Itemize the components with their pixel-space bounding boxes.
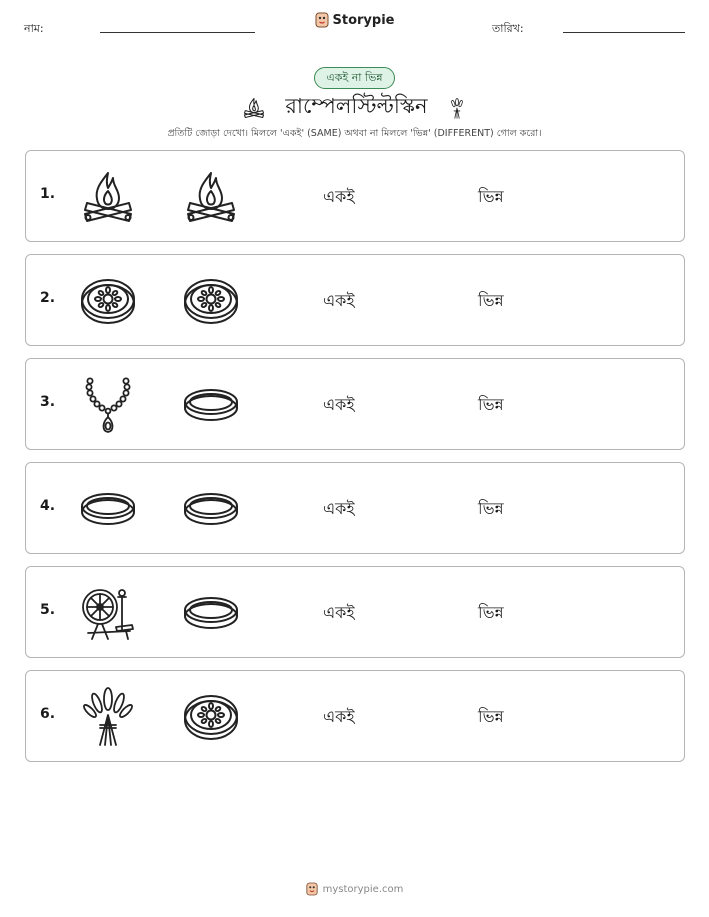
campfire-icon (241, 94, 267, 122)
question-card (25, 462, 685, 554)
wheat-bundle-icon (446, 93, 468, 123)
campfire-icon (181, 167, 241, 227)
instructions: প্রতিটি জোড়া দেখো। মিললে 'একই' (SAME) অথবা না মিললে 'ভিন্ন' (DIFFERENT) গোল করো। (167, 128, 542, 139)
ring-icon (78, 479, 138, 539)
different-option[interactable]: ভিন্ন (478, 395, 504, 414)
storypie-logo-icon (306, 882, 318, 896)
gold-coin-icon (181, 271, 241, 331)
different-option[interactable]: ভিন্ন (478, 291, 504, 310)
brand-name: Storypie (332, 12, 395, 28)
same-option[interactable]: একই (323, 707, 355, 726)
name-label: নাম: (24, 22, 44, 35)
storypie-logo-icon (315, 12, 329, 28)
same-option[interactable]: একই (323, 187, 355, 206)
spinning-wheel-icon (78, 583, 138, 643)
question-number: 4. (40, 498, 56, 514)
same-option[interactable]: একই (323, 603, 355, 622)
wheat-bundle-icon (78, 687, 138, 747)
date-field[interactable] (563, 32, 685, 33)
ring-icon (181, 375, 241, 435)
question-card (25, 566, 685, 658)
question-card (25, 358, 685, 450)
ring-icon (181, 583, 241, 643)
name-field[interactable] (100, 32, 255, 33)
activity-badge: একই না ভিন্ন (314, 67, 395, 89)
necklace-icon (78, 375, 138, 435)
question-number: 1. (40, 186, 56, 202)
different-option[interactable]: ভিন্ন (478, 603, 504, 622)
question-number: 2. (40, 290, 56, 306)
gold-coin-icon (181, 687, 241, 747)
gold-coin-icon (78, 271, 138, 331)
footer (0, 881, 709, 900)
question-card (25, 254, 685, 346)
page-title: রাম্পেলস্টিল্টস্কিন (285, 94, 428, 118)
question-number: 3. (40, 394, 56, 410)
ring-icon (181, 479, 241, 539)
same-option[interactable]: একই (323, 291, 355, 310)
same-option[interactable]: একই (323, 499, 355, 518)
campfire-icon (78, 167, 138, 227)
brand (0, 12, 709, 32)
question-card (25, 150, 685, 242)
different-option[interactable]: ভিন্ন (478, 707, 504, 726)
date-label: তারিখ: (492, 22, 524, 35)
title-row (0, 90, 709, 126)
question-number: 6. (40, 706, 56, 722)
same-option[interactable]: একই (323, 395, 355, 414)
different-option[interactable]: ভিন্ন (478, 499, 504, 518)
different-option[interactable]: ভিন্ন (478, 187, 504, 206)
footer-url[interactable]: mystorypie.com (322, 883, 404, 895)
question-card (25, 670, 685, 762)
question-number: 5. (40, 602, 56, 618)
